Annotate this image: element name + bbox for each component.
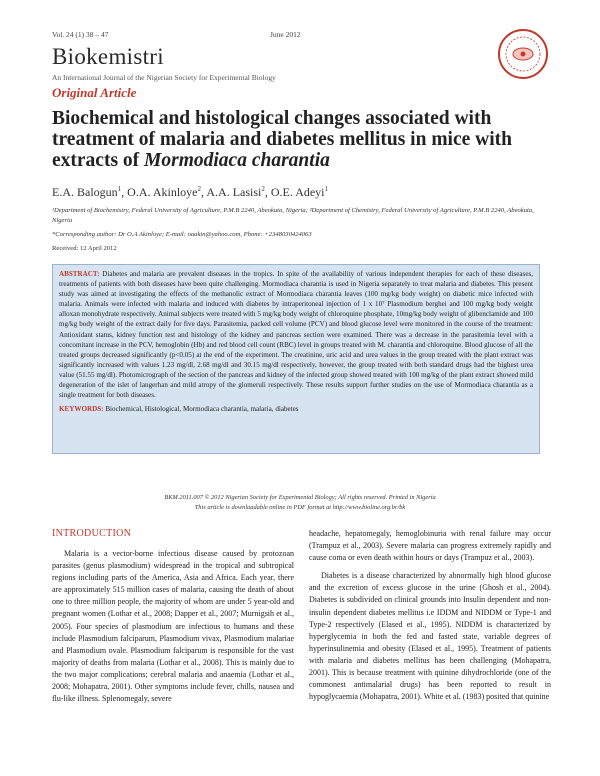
author: O.E. Adeyi [270, 185, 325, 199]
intro-column-1: Malaria is a vector-borne infectious disease caused by protozoan parasites (genus plasmodium) widespread in the tropical and subtropical regions including parts of the America, Asia and Africa. Each year, there are approximately 515 million cases of malaria, causing the death of about one to three million people, the majority of whom are under 5 year-old and pregnant women (Lothar et al., 2008; Dapper et al., 2007; Murnigsih et al., 2005). Four species of plasmodium are infectious to humans and these include Plasmodium falciparum, Plasmodium vivax, Plasmodium malariae and Plasmodium ovale. Plasmodium falciparum is responsible for the vast majority of deaths from malaria (Lothar et al., 2008). This is mainly due to the two major complications; cerebral malaria and anaemia (Lothar et al., 2008; Mohapatra, 2001). Other symptoms include fever, chills, nausea and flu-like illness. Splenomegaly, severe [52, 549, 294, 704]
author-sup: 1 [324, 185, 329, 193]
intro-column-2 [309, 528, 551, 709]
title-main: Biochemical and histological changes associated with treatment of malaria and diabetes mellitus in mice with extracts of [52, 108, 513, 171]
corresponding-author: *Corresponding author: Dr O.A Akinloye; E-mail: oaakin@yahoo.com, Phone: +2348030424063 [52, 231, 312, 238]
copyright-notice [0, 493, 600, 513]
author: E.A. Balogun [52, 185, 118, 199]
paper-title [52, 108, 552, 171]
abstract [59, 269, 533, 400]
abstract-body: Diabetes and malaria are prevalent diseases in the tropics. In spite of the availability of various independent therapies for each of these diseases, treatments of patients with both diseases have been quite challenging. Mormodiaca charantia is used in Nigeria separately to treat malaria and diabetes. This present study was aimed at investigating the effects of the methanolic extract of Mormodiaca charantia leaves (100 mg/kg body weight) on diabetic mice infected with malaria. Animals were infected with malaria and induced with diabetes by intraperitoneal injection of 1 x 10⁷ Plasmodium berghei and 100 mg/kg body weight alloxan monohydrate respectively. Animal subjects were treated with 5 mg/kg body weight of chloroquine phosphate, 10mg/kg body weight of glibenclamide and 100 mg/kg body weight of the extract daily for five days. Parasitemia, packed cell volume (PCV) and blood glucose level were monitored in the course of the treatment: Antioxidant status, kidney function test and histology of the kidney and pancreas section were examined. There was a decrease in the parasitemia level with a concomitant increase in the PCV, hemoglobin (Hb) and red blood cell count (RBC) level in groups treated with M. charantia and chloroquine. Blood glucose of all the treated groups decreased significantly (p<0.05) at the end of the experiment. The creatinine, uric acid and urea values in the group treated with the plant extract was significantly increased with values 1.23 mg/dl, 2.68 mg/dl and 30.15 mg/dl respectively, however, the group treated with both standard drugs had the highest urea value (51.55 mg/dl). Photomicrograph of the section of the pancreas and kidney of the infected group showed treated with 100 mg/kg of the plant extract showed mild degeneration of the islet of langerhan and mild atropy of the glomeruli respectively. These results support further studies on the use of Mormodiaca charantia as a single treatment for both diseases. [59, 270, 534, 400]
keywords [59, 404, 533, 414]
volume-line: Vol. 24 (1) 38 – 47 [52, 30, 109, 39]
received-date: Received: 12 April 2012 [52, 245, 117, 252]
download-line: This article is downloadable online in PDF format at http://www.bioline.org.br/bk [194, 504, 406, 511]
author: A.A. Lasisi [206, 185, 262, 199]
journal-title: Biokemistri [52, 44, 164, 69]
paragraph: Diabetes is a disease characterized by abnormally high blood glucose and the excretion of excess glucose in the urine (Ghosh et al., 2004). Diabetes is subdivided on clinical grounds into Insulin dependent and non-insulin dependent diabetes mellitus i.e IDDM and NIDDM or Type-1 and Type-2 respectively (Elased et al., 1995). NIDDM is characterized by hyperglycemia in both the fed and fasted state, variable degrees of hyperinsulinemia and obesity (Elased et al., 1995). Treatment of patients with malaria and diabetes mellitus has been challenging (Mohapatra, 2001). This is because treatment with quinine dihydrochloride (one of the commonest antimalarial drugs) has been reported to result in hypoglycaemia (Mohapatra, 2001). White et al. (1983) posited that quinine [309, 571, 551, 702]
journal-subtitle: An International Journal of the Nigerian Society for Experimental Biology [52, 73, 276, 82]
author-sup: 2 [197, 185, 202, 193]
author-sup: 1 [117, 185, 122, 193]
article-type: Original Article [52, 85, 137, 100]
issue-date: June 2012 [270, 30, 301, 39]
author: O.A. Akinloye [127, 185, 198, 199]
abstract-label: ABSTRACT: [59, 270, 100, 278]
society-seal-icon [497, 28, 549, 80]
affiliations: ¹Department of Biochemistry, Federal University of Agriculture, P.M.B 2240, Abeokuta, Nigeria; ²Department of Chemistry, Federal University of Agriculture, P.M.B 2240, Abeokuta, Nigeria [52, 207, 534, 224]
abstract-box [52, 264, 540, 454]
paragraph: headache, hepatomegaly, hemoglobinuria with renal failure may occur (Trampuz et al., 2003). Severe malaria can progress extremely rapidly and cause coma or even death within hours or days (Trampuz et al., 2003). [309, 529, 551, 563]
author-sup: 2 [261, 185, 265, 193]
title-italic: Mormodiaca charantia [144, 150, 330, 171]
copyright-line: BKM.2011.007 © 2012 Nigerian Society for Experimental Biology; All rights reserved. Printed in Nigeria [164, 494, 436, 501]
keywords-text: Biochemical, Histological, Mormodiaca charantia, malaria, diabetes [105, 405, 299, 414]
section-heading: INTRODUCTION [52, 528, 132, 539]
author-list: E.A. Balogun$^1$, O.A. Akinloye$^2$, A.A. Lasisi$^2$, O.E. Adeyi$^1$ [52, 185, 329, 199]
keywords-label: KEYWORDS: [59, 405, 104, 414]
